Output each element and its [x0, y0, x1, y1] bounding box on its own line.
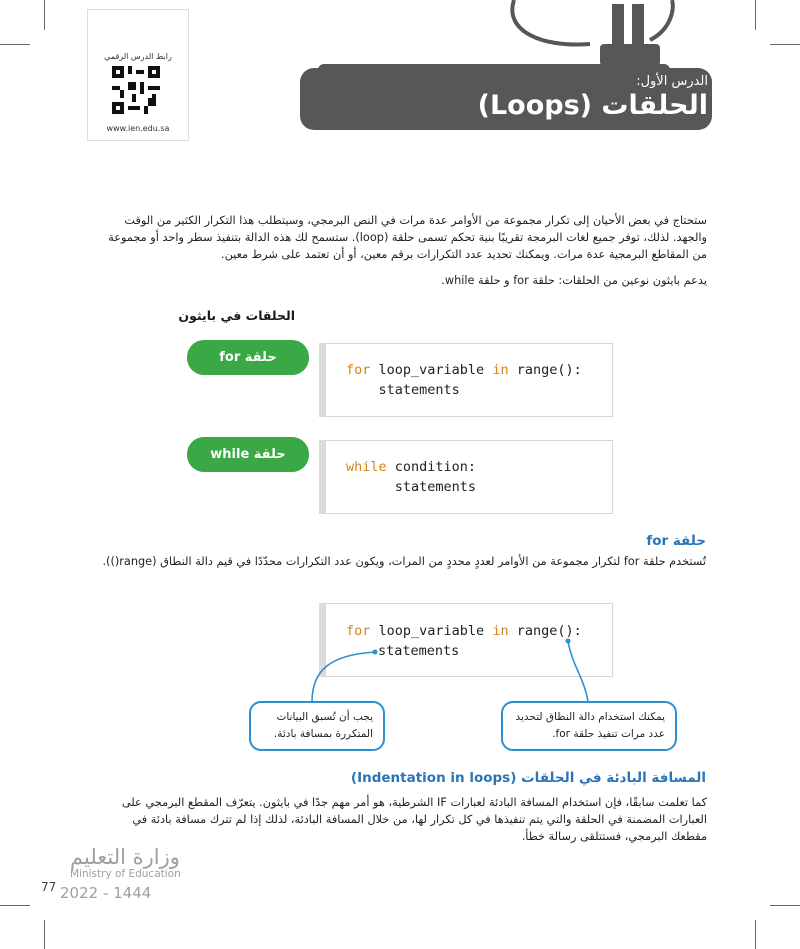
code-text: range(): [508, 623, 582, 639]
while-loop-pill: حلقة while [187, 437, 309, 472]
for-section-text: تُستخدم حلقة for لتكرار مجموعة من الأوامر لعددٍ محددٍ من المرات، ويكون عدد التكرارات محدّدًا في قيم دالة النطاق (range()). [102, 555, 706, 568]
lesson-label: الدرس الأول: [636, 74, 708, 89]
code-keyword: while [346, 459, 387, 475]
code-keyword: in [492, 362, 509, 378]
indentation-heading: المسافة البادئة في الحلقات (Indentation in loops) [350, 770, 706, 786]
code-text: loop_variable [370, 362, 493, 378]
while-code-line2: statements [346, 479, 477, 495]
ministry-logo-arabic: وزارة التعليم [70, 845, 180, 869]
code-keyword: for [346, 362, 371, 378]
qr-url[interactable]: www.ien.edu.sa [106, 124, 170, 133]
lesson-title: الحلقات (Loops) [477, 90, 708, 121]
indentation-text: كما تعلمت سابقًا، فإن استخدام المسافة البادئة لعبارات IF الشرطية، هو أمر مهم جدًا في بايثون. يتعرّف المقطع البرمجي على العبارات المضمنة في الحلقة والتي يتم تنفيذها في كل تكرار لها، من خلال المسافة البادئة، لذلك إذا لم تترك مسافة بادئة في مقطعك البرمجي، فستتلقى رسالة خطأ. [121, 796, 707, 843]
code-text: condition: [386, 459, 477, 475]
edition-year: 2022 - 1444 [60, 884, 152, 902]
loop-types-paragraph: يدعم بايثون نوعين من الحلقات: حلقة for و حلقة while. [441, 274, 707, 287]
range-callout: يمكنك استخدام دالة النطاق لتحديد عدد مرات تنفيذ حلقة for. [501, 701, 677, 751]
page-number: 77 [41, 880, 57, 894]
example-code-line2: statements [378, 643, 460, 659]
code-text: loop_variable [370, 623, 493, 639]
ministry-logo-english: Ministry of Education [70, 868, 181, 880]
loops-diagram-heading: الحلقات في بايثون [178, 308, 295, 323]
indent-callout: يجب أن تُسبق البيانات المتكررة بمسافة بادئة. [249, 701, 385, 751]
for-loop-pill: حلقة for [187, 340, 309, 375]
intro-paragraph: ستحتاج في بعض الأحيان إلى تكرار مجموعة من الأوامر عدة مرات في النص البرمجي، وسيتطلب هذا التكرار الكثير من الوقت والجهد. لذلك، توفر جميع لغات البرمجة تقريبًا بنية تحكم تسمى حلقة (loop). ستسمح لك هذه الدالة بتنفيذ سطر واحد أو مجموعة من المقاطع البرمجية عدة مرات. ويمكنك تحديد عدد التكرارات برقم معين، أو أن تعتمد على شرط معين. [108, 214, 707, 261]
for-section-heading: حلقة for [646, 533, 706, 549]
for-code-line2: statements [346, 382, 460, 398]
code-keyword: in [492, 623, 509, 639]
qr-title: رابط الدرس الرقمي [104, 52, 172, 61]
code-text: range(): [508, 362, 582, 378]
code-keyword: for [346, 623, 371, 639]
